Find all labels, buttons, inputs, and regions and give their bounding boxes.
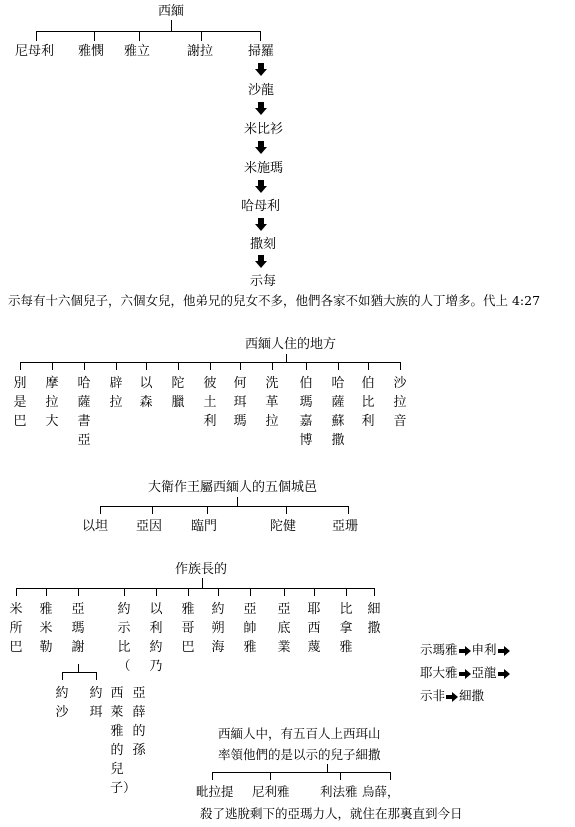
chief-name: 以利約乃 <box>149 602 163 674</box>
son-name: 尼母利 <box>15 44 55 59</box>
down-arrow-icon <box>255 63 267 77</box>
connector <box>156 588 157 596</box>
place-name: 洗革拉 <box>265 376 279 429</box>
place-name: 摩拉大 <box>45 376 59 429</box>
note-from: 耶大雅 <box>420 665 458 680</box>
son-name: 雅憫 <box>78 44 105 59</box>
connector <box>178 362 179 370</box>
connector <box>237 497 238 506</box>
connector <box>36 31 260 32</box>
connector <box>400 362 401 370</box>
chief-name: 亞帥雅 <box>243 602 257 655</box>
down-arrow-icon <box>255 218 267 232</box>
genealogy-note: 西萊雅的兒子） <box>110 686 137 796</box>
genealogy-note: 亞薛的孫 <box>132 686 146 758</box>
connector <box>340 772 341 780</box>
right-arrow-icon <box>459 646 471 656</box>
connector <box>207 506 208 514</box>
connector <box>52 362 53 370</box>
chief-name: 耶西蔑 <box>307 602 321 655</box>
city-name: 臨門 <box>191 519 218 534</box>
connector <box>124 588 125 596</box>
sub-chief-name: 約珥 <box>89 686 103 720</box>
note-from: 示瑪雅 <box>420 642 458 657</box>
connector <box>390 772 391 780</box>
right-arrow-icon <box>498 669 510 679</box>
descendant-name: 示每 <box>250 274 277 289</box>
right-arrow-icon <box>498 646 510 656</box>
connector <box>327 764 328 772</box>
son-name: 雅立 <box>124 44 151 59</box>
note-row <box>420 667 511 680</box>
connector <box>202 578 203 588</box>
down-arrow-icon <box>255 102 267 116</box>
chief-name: 細撒 <box>367 602 381 636</box>
bottom-text: 西緬人中，有五百人上西珥山 <box>218 726 381 741</box>
city-name: 陀健 <box>270 519 297 534</box>
connector <box>348 506 349 514</box>
connector <box>46 588 47 596</box>
connector <box>212 772 213 780</box>
place-name: 哈薩書亞 <box>77 376 91 448</box>
place-name: 以森 <box>139 376 153 410</box>
connector <box>20 362 21 370</box>
chiefs-title: 作族長的 <box>175 562 228 577</box>
descendant-name: 哈母利 <box>241 199 281 214</box>
city-name: 亞因 <box>136 519 163 534</box>
leader-name: 烏薛， <box>362 784 400 799</box>
place-name: 伯比利 <box>361 376 375 429</box>
description-paragraph: 示每有十六個兒子，六個女兒，他弟兄的兒女不多，他們各家不如猶大族的人丁增多。代上 4:27 <box>8 293 541 308</box>
down-arrow-icon <box>255 255 267 269</box>
connector <box>171 20 172 31</box>
places-title: 西緬人住的地方 <box>245 337 337 352</box>
connector <box>260 31 261 41</box>
descendant-name: 撒刻 <box>250 237 277 252</box>
place-name: 彼土利 <box>203 376 217 429</box>
note-to: 亞龍 <box>471 665 497 680</box>
connector <box>62 672 63 680</box>
connector <box>84 362 85 370</box>
chief-name: 約示比（ <box>117 602 131 674</box>
lineage-root: 西緬 <box>158 4 185 19</box>
chief-name: 約朔海 <box>211 602 225 655</box>
connector <box>286 506 287 514</box>
connector <box>78 664 79 672</box>
descendant-name: 米施瑪 <box>244 161 284 176</box>
right-arrow-icon <box>459 669 471 679</box>
connector <box>250 588 251 596</box>
connector <box>100 506 101 514</box>
connector <box>306 362 307 370</box>
bottom-text: 殺了逃脫剩下的亞瑪力人，就住在那裏直到今日 <box>200 806 463 821</box>
connector <box>272 362 273 370</box>
chief-name: 亞底業 <box>277 602 291 655</box>
note-from: 示非 <box>420 688 446 703</box>
son-name: 謝拉 <box>187 44 214 59</box>
chief-name: 米所巴 <box>9 602 23 655</box>
connector <box>218 588 219 596</box>
connector <box>314 588 315 596</box>
connector <box>210 362 211 370</box>
down-arrow-icon <box>255 180 267 194</box>
place-name: 伯瑪嘉博 <box>299 376 313 448</box>
note-to: 申利 <box>471 642 497 657</box>
connector <box>270 772 271 780</box>
chief-name: 雅哥巴 <box>181 602 195 655</box>
connector <box>94 31 95 41</box>
connector <box>374 588 375 596</box>
connector <box>346 588 347 596</box>
place-name: 陀臘 <box>171 376 185 410</box>
connector <box>188 588 189 596</box>
connector <box>146 362 147 370</box>
leader-name: 尼利雅 <box>252 784 290 799</box>
right-arrow-icon <box>446 692 458 702</box>
connector <box>368 362 369 370</box>
descendant-name: 沙龍 <box>248 83 275 98</box>
connector <box>212 772 390 773</box>
sub-chief-name: 約沙 <box>55 686 69 720</box>
bottom-text: 率領他們的是以示的兒子細撒 <box>218 747 381 762</box>
connector <box>62 672 96 673</box>
connector <box>116 362 117 370</box>
connector <box>139 31 140 41</box>
connector <box>16 588 17 596</box>
descendant-name: 米比衫 <box>244 122 284 137</box>
connector <box>338 362 339 370</box>
chief-name: 亞瑪謝 <box>71 602 85 655</box>
chief-name: 比拿雅 <box>339 602 353 655</box>
place-name: 何珥瑪 <box>233 376 247 429</box>
connector <box>240 362 241 370</box>
place-name: 哈薩蘇撒 <box>331 376 345 448</box>
note-row <box>420 690 484 703</box>
note-row <box>420 644 511 657</box>
connector <box>78 588 79 596</box>
connector <box>284 588 285 596</box>
connector <box>96 672 97 680</box>
cities-title: 大衛作王屬西緬人的五個城邑 <box>148 480 318 495</box>
note-to: 細撒 <box>459 688 485 703</box>
connector <box>152 506 153 514</box>
leader-name: 毗拉提 <box>196 784 234 799</box>
connector <box>100 506 348 507</box>
leader-name: 利法雅 <box>320 784 358 799</box>
connector <box>286 354 287 362</box>
city-name: 亞珊 <box>332 519 359 534</box>
connector <box>36 31 37 41</box>
place-name: 辟拉 <box>109 376 123 410</box>
city-name: 以坦 <box>82 519 109 534</box>
connector <box>16 588 374 589</box>
down-arrow-icon <box>255 141 267 155</box>
place-name: 別是巴 <box>13 376 27 429</box>
place-name: 沙拉音 <box>393 376 407 429</box>
son-name: 掃羅 <box>248 44 275 59</box>
chief-name: 雅米勒 <box>39 602 53 655</box>
connector <box>201 31 202 41</box>
